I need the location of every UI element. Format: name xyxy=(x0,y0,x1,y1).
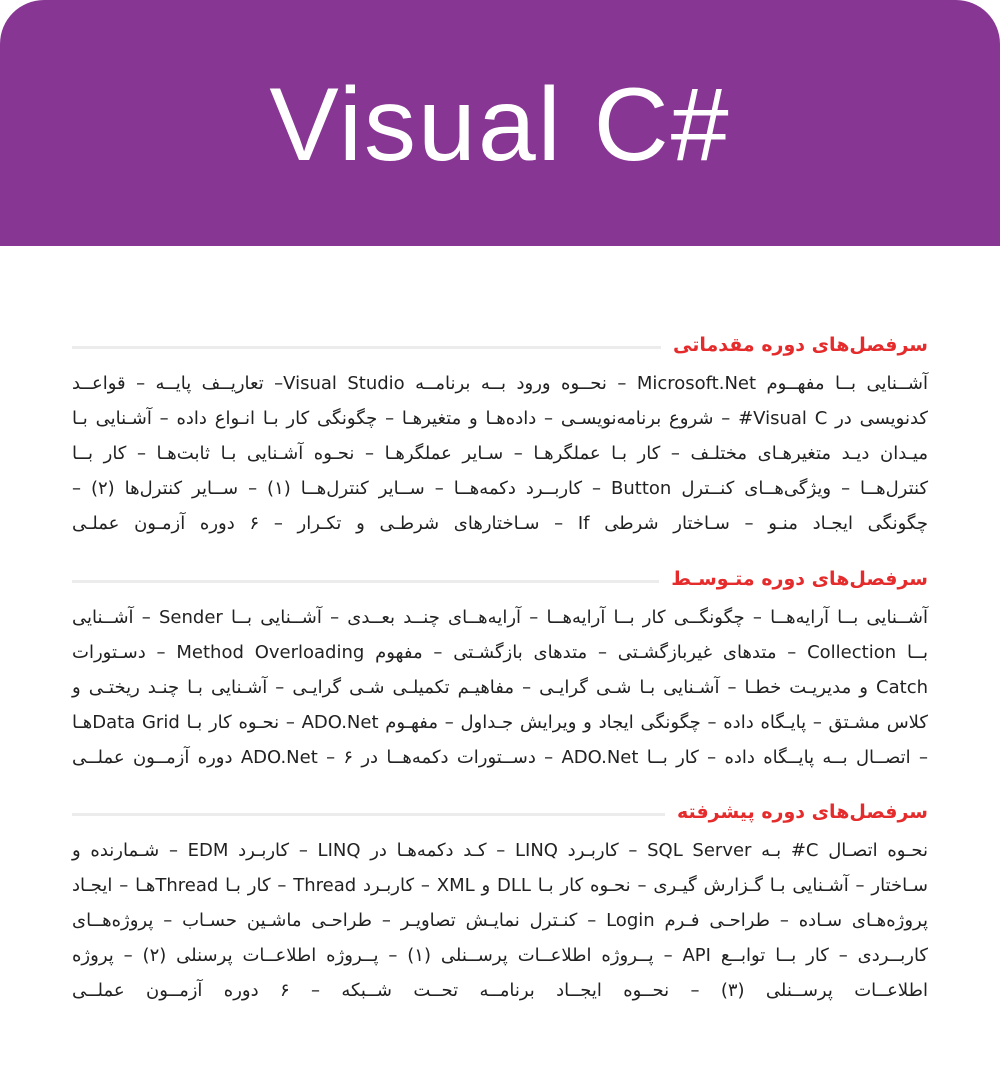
section-body: آشــنایی بــا مفهــوم Microsoft.Net – نحــوه ورود بــه برنامــه Visual Studio– تعاریــف پایــه – قواعــد کدنویسی در Visual C# – شروع برنامه‌نویسـی – داده‌هـا و متغیرهـا – چگونگی کار بـا انـواع داده – آشـنایی بـا میـدان دیـد متغیرهـای مختلـف – کار بـا عملگرهـا – سـایر عملگرهـا – نحـوه آشـنایی بـا ثابت‌هـا – کار بــا کنترل‌هــا – ویژگی‌هــای کنــترل Button – کاربــرد دکمه‌هــا – ســایر کنترل‌هــا (۱) – ســایر کنترل‌ها (۲) – چگونگی ایجـاد منـو – سـاختار شرطی If – سـاختارهای شرطـی و تکـرار – ۶ دوره آزمـون عملـی xyxy=(72,373,929,534)
section-title: سرفصل‌های دوره متـوسـط xyxy=(671,568,928,590)
section-header xyxy=(72,330,928,360)
section-advanced xyxy=(72,797,928,1008)
section-divider xyxy=(72,580,659,583)
section-header xyxy=(72,797,928,827)
section-body: آشــنایی بــا آرایه‌هــا – چگونگــی کار بــا آرایه‌هــا – آرایه‌هــای چنــد بعــدی – آشــنایی بــا Sender – آشــنایی بــا Collection – متدهای غیربازگشـتی – متدهای بازگشـتی – مفهوم Method Overloading – دسـتورات Catch و مدیریـت خطـا – آشـنایی بـا شـی گرایـی – مفاهیـم تکمیلـی شـی گرایـی – آشـنایی بـا چنـد ریختـی و کلاس مشـتق – پایـگاه داده – چگونگی ایجاد و ویرایش جـداول – مفهـوم ADO.Net – نحـوه کار بـا Data Gridهـا – اتصــال بــه پایــگاه داده – کار بــا ADO.Net – دســتورات دکمه‌هــا در ADO.Net – ۶ دوره آزمــون عملــی xyxy=(72,607,928,768)
section-divider xyxy=(72,813,665,816)
section-body: نحـوه اتصـال C# بـه SQL Server – کاربـرد LINQ – کـد دکمه‌هـا در LINQ – کاربـرد EDM – شـمارنده و سـاختار – آشـنایی بـا گـزارش گیـری – نحـوه کار بـا DLL و XML – کاربـرد Thread – کار بـا Threadهـا – ایجـاد پروژه‌هـای سـاده – طراحـی فـرم Login – کنـترل نمایـش تصاویـر – طراحـی ماشـین حسـاب – پروژه‌هــای کاربــردی – کار بــا توابــع API – پــروژه اطلاعــات پرســنلی (۱) – پــروژه اطلاعــات پرسنلی (۲) – پروژه اطلاعــات پرســنلی (۳) – نحــوه ایجــاد برنامــه تحــت شــبکه – ۶ دوره آزمــون عملــی xyxy=(72,840,929,1001)
page-title: Visual C# xyxy=(269,67,731,183)
section-beginner xyxy=(72,330,928,541)
section-divider xyxy=(72,346,661,349)
header-banner xyxy=(0,0,1000,246)
section-title: سرفصل‌های دوره مقدماتی xyxy=(673,334,928,356)
section-title: سرفصل‌های دوره پیشرفته xyxy=(676,801,928,823)
section-header xyxy=(72,564,928,594)
section-intermediate xyxy=(72,564,928,775)
